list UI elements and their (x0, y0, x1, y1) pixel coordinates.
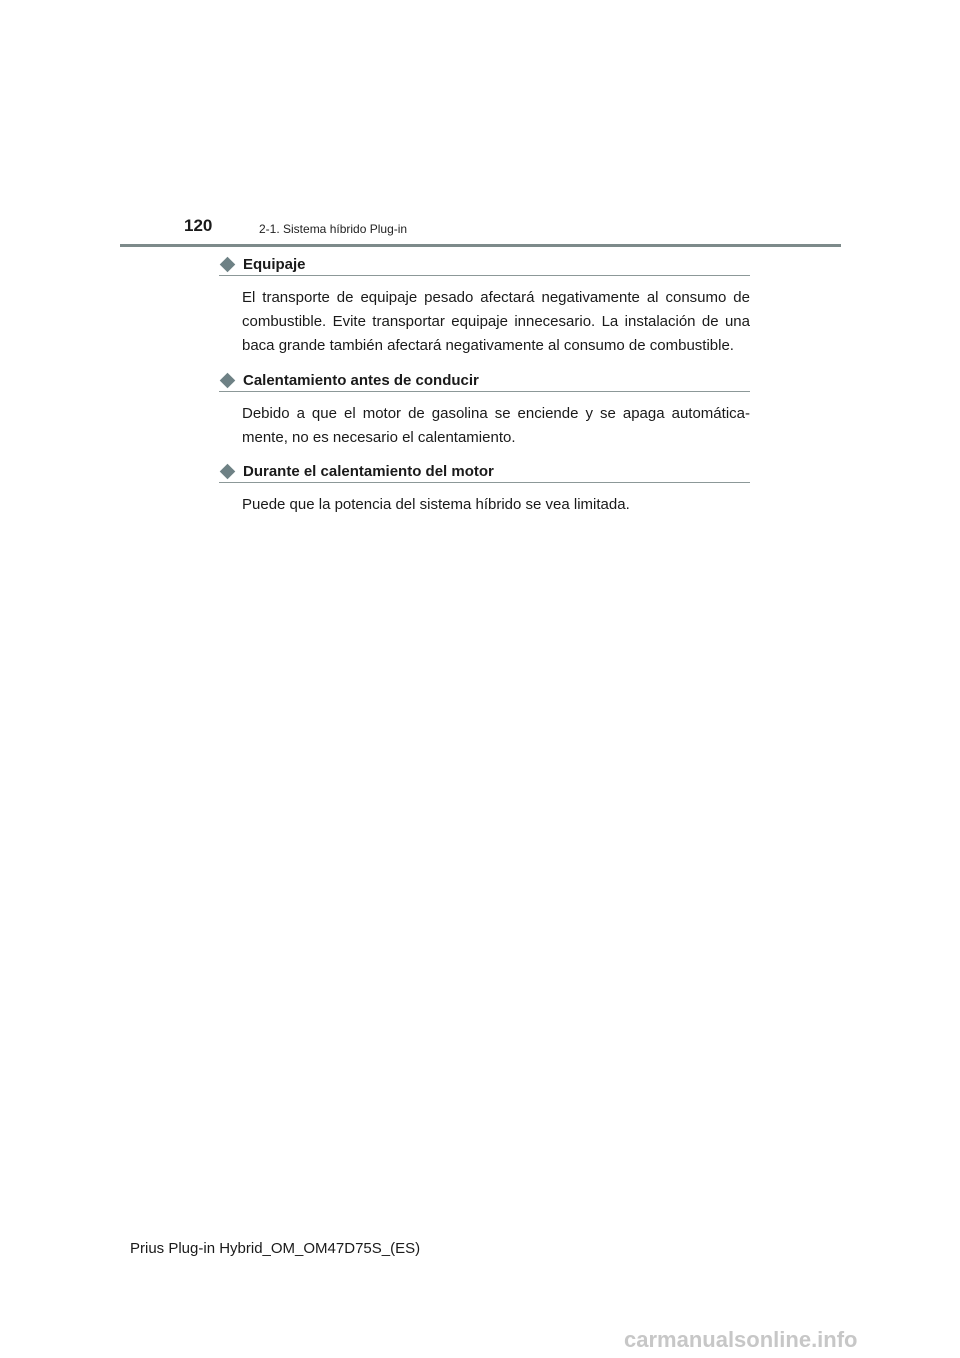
section-heading-text: Durante el calentamiento del motor (243, 462, 494, 480)
section-rule (219, 482, 750, 483)
footer-manual-id: Prius Plug-in Hybrid_OM_OM47D75S_(ES) (130, 1240, 421, 1257)
section-heading-text: Calentamiento antes de conducir (243, 371, 479, 389)
watermark: carmanualsonline.info (624, 1327, 858, 1352)
header-rule (120, 244, 841, 247)
section-body: Puede que la potencia del sistema híbrido se vea limitada. (242, 496, 630, 513)
diamond-bullet-icon (220, 372, 236, 388)
section-rule (219, 391, 750, 392)
section-rule (219, 275, 750, 276)
section-body: El transporte de equipaje pesado afectará negativamente al consumo de combustible. Evite transportar equipaje innecesario. La instalación de una baca grande también afectará negativamente al consumo de combustible. (242, 289, 750, 354)
section-equipaje (219, 254, 750, 358)
diamond-bullet-icon (220, 256, 236, 272)
page-content (219, 254, 750, 517)
section-calentamiento (219, 370, 750, 450)
section-heading-text: Equipaje (243, 255, 306, 273)
diamond-bullet-icon (220, 463, 236, 479)
section-calentamiento-motor (219, 461, 750, 517)
section-heading (219, 370, 750, 390)
section-title: 2-1. Sistema híbrido Plug-in (259, 222, 408, 236)
section-heading (219, 461, 750, 481)
section-heading (219, 254, 750, 274)
section-body: Debido a que el motor de gasolina se enciende y se apaga automática- mente, no es necesario el calentamiento. (242, 405, 750, 446)
page-number: 120 (184, 216, 213, 235)
